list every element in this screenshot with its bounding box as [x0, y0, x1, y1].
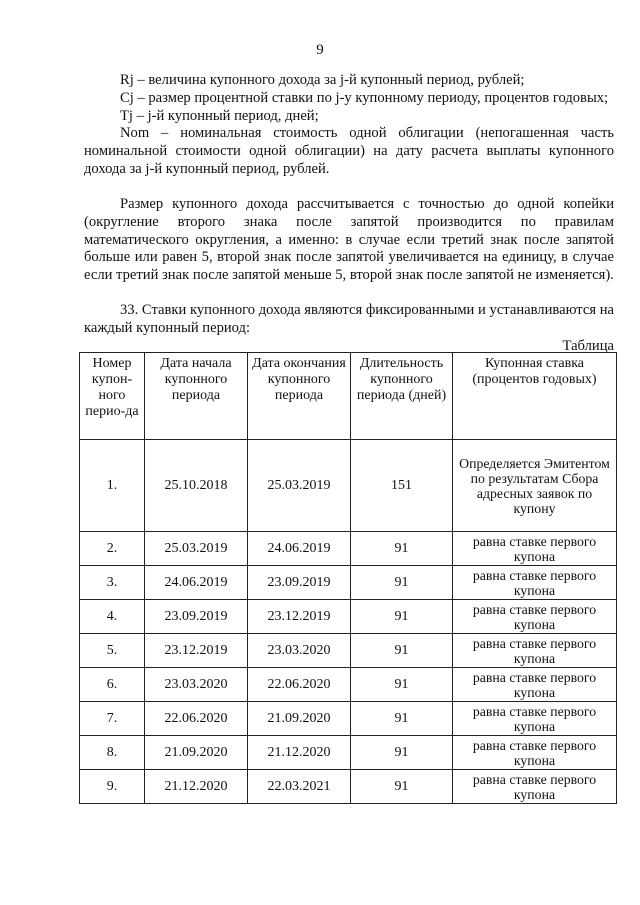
duration-days: 91 — [351, 668, 453, 702]
duration-days: 91 — [351, 702, 453, 736]
coupon-schedule-table — [79, 352, 617, 804]
definition-rj: Rj – величина купонного дохода за j-й купонный период, рублей; — [120, 72, 525, 88]
period-number: 2. — [80, 532, 145, 566]
coupon-rate: равна ставке первого купона — [453, 566, 617, 600]
table-row — [80, 770, 617, 804]
header-coupon-rate: Купонная ставка (процентов годовых) — [453, 353, 617, 440]
period-number: 1. — [80, 440, 145, 532]
table-caption: Таблица — [562, 338, 614, 354]
table-row — [80, 566, 617, 600]
coupon-rate: равна ставке первого купона — [453, 600, 617, 634]
start-date: 21.09.2020 — [145, 736, 248, 770]
table-row — [80, 668, 617, 702]
start-date: 23.03.2020 — [145, 668, 248, 702]
period-number: 8. — [80, 736, 145, 770]
coupon-rate: равна ставке первого купона — [453, 736, 617, 770]
start-date: 25.10.2018 — [145, 440, 248, 532]
coupon-rate: равна ставке первого купона — [453, 668, 617, 702]
duration-days: 91 — [351, 770, 453, 804]
start-date: 23.09.2019 — [145, 600, 248, 634]
definition-cj: Cj – размер процентной ставки по j-у купонному периоду, процентов годовых; — [120, 89, 609, 106]
end-date: 23.09.2019 — [248, 566, 351, 600]
clause-33-paragraph: 33. Ставки купонного дохода являются фиксированными и устанавливаются на каждый купонный период: — [84, 302, 614, 336]
formula-definitions — [84, 72, 614, 179]
table-row — [80, 440, 617, 532]
period-number: 5. — [80, 634, 145, 668]
start-date: 25.03.2019 — [145, 532, 248, 566]
coupon-rate: равна ставке первого купона — [453, 634, 617, 668]
coupon-rate: Определяется Эмитентом по результатам Сбора адресных заявок по купону — [453, 440, 617, 532]
end-date: 22.06.2020 — [248, 668, 351, 702]
coupon-rate: равна ставке первого купона — [453, 770, 617, 804]
period-number: 3. — [80, 566, 145, 600]
clause-33-block — [84, 302, 614, 338]
duration-days: 91 — [351, 600, 453, 634]
coupon-rate: равна ставке первого купона — [453, 702, 617, 736]
table-row — [80, 702, 617, 736]
start-date: 21.12.2020 — [145, 770, 248, 804]
definition-tj: Tj – j-й купонный период, дней; — [120, 107, 319, 124]
duration-days: 91 — [351, 566, 453, 600]
end-date: 21.12.2020 — [248, 736, 351, 770]
rounding-rule-paragraph: Размер купонного дохода рассчитывается с точностью до одной копейки (округление второго знака после запятой производится по правилам математического округления, а именно: в случае если третий знак после запятой больше или равен 5, второй знак после запятой увеличивается на единицу, в случае если третий знак после запятой меньше 5, второй знак после запятой не изменяется). — [84, 196, 614, 284]
table-row — [80, 532, 617, 566]
period-number: 7. — [80, 702, 145, 736]
table-row — [80, 600, 617, 634]
table-row — [80, 736, 617, 770]
table-row — [80, 634, 617, 668]
page-number: 9 — [316, 42, 324, 58]
start-date: 23.12.2019 — [145, 634, 248, 668]
end-date: 21.09.2020 — [248, 702, 351, 736]
end-date: 23.12.2019 — [248, 600, 351, 634]
header-period-number: Номер купон-ного перио-да — [80, 353, 145, 440]
coupon-rate: равна ставке первого купона — [453, 532, 617, 566]
duration-days: 151 — [351, 440, 453, 532]
duration-days: 91 — [351, 634, 453, 668]
end-date: 24.06.2019 — [248, 532, 351, 566]
rounding-paragraph-block — [84, 196, 614, 285]
period-number: 9. — [80, 770, 145, 804]
start-date: 22.06.2020 — [145, 702, 248, 736]
end-date: 22.03.2021 — [248, 770, 351, 804]
duration-days: 91 — [351, 532, 453, 566]
period-number: 6. — [80, 668, 145, 702]
header-duration: Длительность купонного периода (дней) — [351, 353, 453, 440]
start-date: 24.06.2019 — [145, 566, 248, 600]
end-date: 23.03.2020 — [248, 634, 351, 668]
duration-days: 91 — [351, 736, 453, 770]
header-end-date: Дата окончания купонного периода — [248, 353, 351, 440]
header-start-date: Дата начала купонного периода — [145, 353, 248, 440]
end-date: 25.03.2019 — [248, 440, 351, 532]
table-header-row — [80, 353, 617, 440]
definition-nom: Nom – номинальная стоимость одной облигации (непогашенная часть номинальной стоимости одной облигации) на дату расчета выплаты купонного дохода за j-й купонный период, рублей. — [84, 125, 614, 177]
period-number: 4. — [80, 600, 145, 634]
